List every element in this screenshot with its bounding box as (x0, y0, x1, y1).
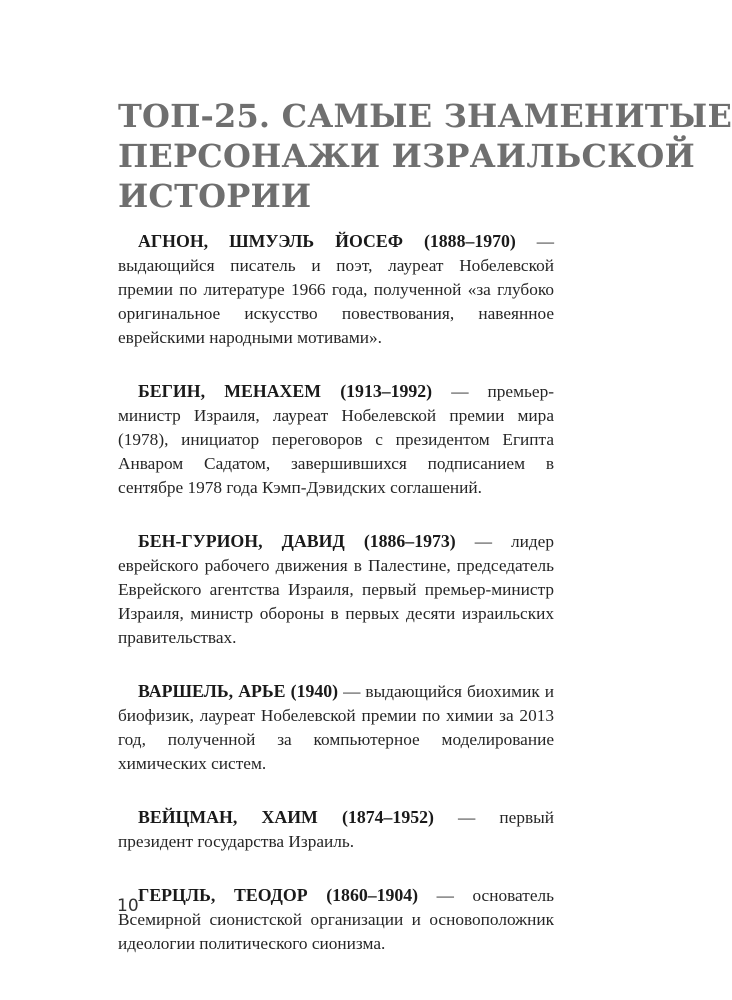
page-number: 10 (117, 896, 139, 916)
entry-text: — выдающийся биохимик и биофизик, лауреат Нобелевской премии по химии за 2013 год, полученной за компьютерное моделирование химических систем. (118, 682, 554, 773)
entries-list (118, 229, 554, 985)
entry-agnon (118, 229, 554, 350)
entry-name: ВАРШЕЛЬ, АРЬЕ (1940) (138, 681, 339, 701)
page-title (118, 96, 732, 216)
entry-name: ВЕЙЦМАН, ХАИМ (1874–1952) (138, 807, 434, 827)
entry-text: — первый президент государства Израиль. (118, 808, 555, 851)
entry-name: БЕН-ГУРИОН, ДАВИД (1886–1973) (138, 531, 456, 551)
entry-name: ГЕРЦЛЬ, ТЕОДОР (1860–1904) (138, 885, 419, 905)
title-line: ИСТОРИИ (118, 177, 312, 215)
entry-text: — лидер еврейского рабочего движения в Палестине, председатель Еврейского агентства Израиля, первый премьер-министр Израиля, министр обороны в первых десяти израильских правительствах. (118, 532, 554, 647)
entry-text: — выдающийся писатель и поэт, лауреат Нобелевской премии по литературе 1966 года, полученной «за глубоко оригинальное искусство повествования, навеянное еврейскими народными мотивами». (118, 232, 554, 347)
entry-warshel (118, 679, 554, 776)
entry-name: БЕГИН, МЕНАХЕМ (1913–1992) (138, 381, 433, 401)
title-line: ТОП-25. САМЫЕ ЗНАМЕНИТЫЕ (118, 97, 732, 135)
entry-herzl (118, 883, 554, 956)
entry-text: — основатель Всемирной сионистской организации и основоположник идеологии политического сионизма. (118, 886, 554, 953)
entry-ben-gurion (118, 529, 554, 650)
entry-weizmann (118, 805, 554, 854)
entry-begin (118, 379, 554, 500)
entry-text: — премьер-министр Израиля, лауреат Нобелевской премии мира (1978), инициатор переговоров с президентом Египта Анваром Садатом, завершившихся подписанием в сентябре 1978 года Кэмп-Дэвидских соглашений. (118, 382, 554, 497)
entry-name: АГНОН, ШМУЭЛЬ ЙОСЕФ (1888–1970) (138, 231, 516, 251)
title-line: ПЕРСОНАЖИ ИЗРАИЛЬСКОЙ (118, 137, 695, 175)
